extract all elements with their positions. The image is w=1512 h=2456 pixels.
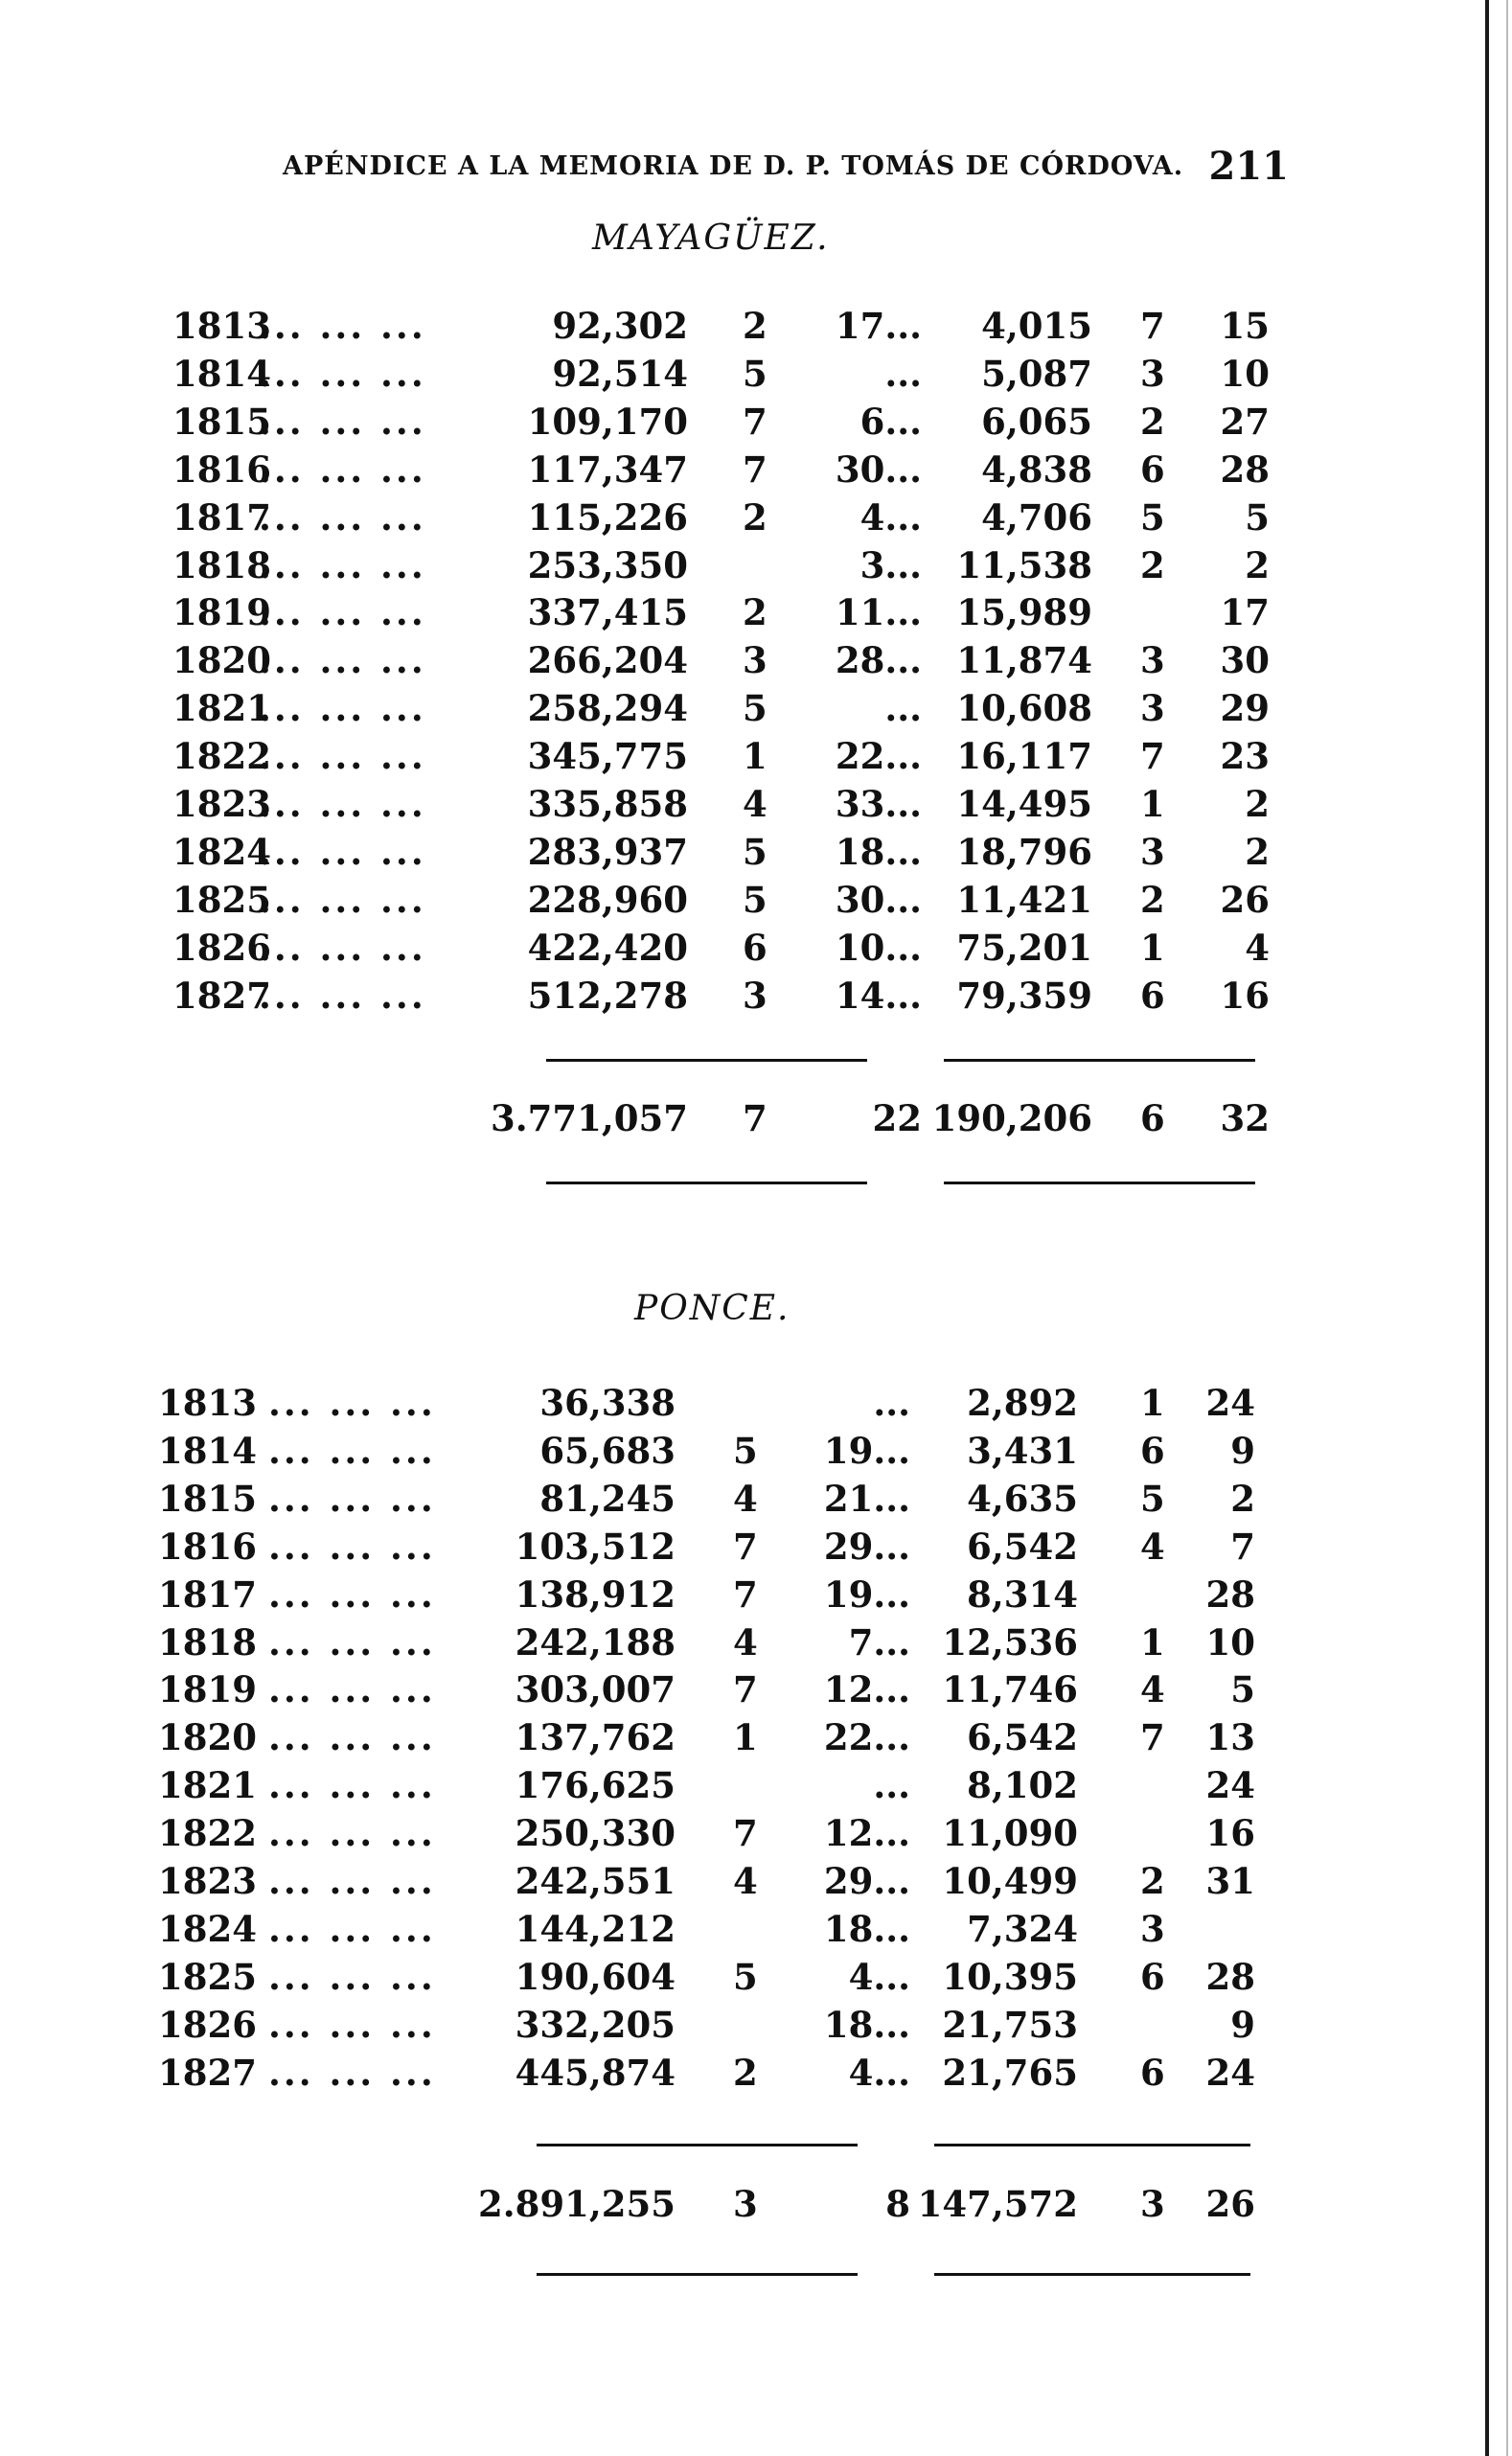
value-cell: 29... bbox=[823, 1526, 910, 1568]
year-cell: 1816 bbox=[172, 448, 271, 491]
leader-dots: ... ... ... bbox=[268, 2052, 436, 2094]
value-cell: 3 bbox=[743, 975, 767, 1017]
value-cell: 7 bbox=[1140, 1716, 1165, 1758]
value-cell: 4 bbox=[1140, 1668, 1165, 1710]
value-cell: 2 bbox=[1140, 879, 1165, 921]
value-cell: 3... bbox=[859, 544, 922, 586]
value-cell: 6 bbox=[1140, 1956, 1165, 1998]
value-cell: 4,838 bbox=[981, 448, 1092, 491]
value-cell: 16 bbox=[1220, 975, 1270, 1017]
closing-rule bbox=[934, 2273, 1250, 2276]
value-cell: 27 bbox=[1220, 401, 1270, 443]
value-cell: 33... bbox=[835, 783, 922, 825]
value-cell: 2 bbox=[1230, 1478, 1255, 1520]
value-cell: 28 bbox=[1205, 1573, 1255, 1616]
value-cell: 7 bbox=[743, 401, 767, 443]
year-cell: 1827 bbox=[172, 975, 271, 1017]
value-cell: 30... bbox=[835, 879, 922, 921]
year-cell: 1826 bbox=[172, 927, 271, 969]
value-cell: 253,350 bbox=[527, 544, 688, 586]
value-cell: 12... bbox=[823, 1812, 910, 1854]
year-cell: 1818 bbox=[158, 1621, 257, 1664]
value-cell: 10,395 bbox=[942, 1956, 1078, 1998]
value-cell: 11... bbox=[835, 591, 922, 633]
table-row bbox=[0, 303, 1341, 349]
total-rule bbox=[934, 2144, 1250, 2146]
value-cell: 3 bbox=[1140, 831, 1165, 873]
value-cell: 22... bbox=[823, 1716, 910, 1758]
table-row bbox=[0, 877, 1341, 923]
year-cell: 1819 bbox=[158, 1668, 257, 1710]
value-cell: 4 bbox=[1245, 927, 1270, 969]
value-cell: 5 bbox=[743, 831, 767, 873]
value-cell: 12,536 bbox=[942, 1621, 1078, 1664]
leader-dots: ... ... ... bbox=[268, 1621, 436, 1664]
value-cell: 30... bbox=[835, 448, 922, 491]
closing-rule bbox=[944, 1182, 1255, 1184]
table-row bbox=[0, 925, 1341, 971]
value-cell: 18... bbox=[823, 1908, 910, 1950]
year-cell: 1813 bbox=[172, 305, 271, 347]
leader-dots: ... ... ... bbox=[259, 975, 426, 1017]
value-cell: 21,753 bbox=[942, 2004, 1078, 2046]
year-cell: 1820 bbox=[172, 639, 271, 681]
value-cell: 4 bbox=[743, 783, 767, 825]
year-cell: 1821 bbox=[158, 1764, 257, 1806]
value-cell: 11,090 bbox=[942, 1812, 1078, 1854]
table-row bbox=[0, 447, 1341, 493]
value-cell: 512,278 bbox=[527, 975, 688, 1017]
value-cell: 9 bbox=[1230, 2004, 1255, 2046]
table-row bbox=[0, 589, 1341, 635]
value-cell: 144,212 bbox=[515, 1908, 676, 1950]
value-cell: ... bbox=[873, 1764, 910, 1806]
value-cell: 5 bbox=[743, 687, 767, 729]
total-cell: 22 bbox=[872, 1097, 922, 1139]
value-cell: 422,420 bbox=[527, 927, 688, 969]
value-cell: 7 bbox=[733, 1812, 758, 1854]
value-cell: 4... bbox=[848, 2052, 910, 2094]
value-cell: 445,874 bbox=[515, 2052, 676, 2094]
value-cell: 15,989 bbox=[956, 591, 1092, 633]
leader-dots: ... ... ... bbox=[268, 1812, 436, 1854]
value-cell: 115,226 bbox=[527, 496, 688, 539]
value-cell: 79,359 bbox=[956, 975, 1092, 1017]
leader-dots: ... ... ... bbox=[259, 591, 426, 633]
leader-dots: ... ... ... bbox=[268, 1860, 436, 1902]
value-cell: 15 bbox=[1220, 305, 1270, 347]
total-cell: 3 bbox=[733, 2183, 758, 2225]
value-cell: 5 bbox=[743, 353, 767, 395]
value-cell: 5 bbox=[743, 879, 767, 921]
value-cell: 4 bbox=[1140, 1526, 1165, 1568]
closing-rule bbox=[537, 2273, 858, 2276]
leader-dots: ... ... ... bbox=[268, 1956, 436, 1998]
total-row bbox=[0, 2181, 1341, 2227]
year-cell: 1816 bbox=[158, 1526, 257, 1568]
table-row bbox=[0, 351, 1341, 397]
year-cell: 1820 bbox=[158, 1716, 257, 1758]
value-cell: 24 bbox=[1205, 1764, 1255, 1806]
value-cell: 14,495 bbox=[956, 783, 1092, 825]
table-row bbox=[0, 781, 1341, 827]
value-cell: 6 bbox=[743, 927, 767, 969]
total-cell: 7 bbox=[743, 1097, 767, 1139]
value-cell: 24 bbox=[1205, 1382, 1255, 1424]
value-cell: 28 bbox=[1205, 1956, 1255, 1998]
table-row bbox=[0, 829, 1341, 875]
value-cell: 23 bbox=[1220, 735, 1270, 777]
table-row bbox=[0, 1380, 1341, 1426]
total-cell: 3.771,057 bbox=[491, 1097, 688, 1139]
table-row bbox=[0, 399, 1341, 445]
value-cell: 7 bbox=[733, 1668, 758, 1710]
table-row bbox=[0, 1906, 1341, 1952]
year-cell: 1815 bbox=[158, 1478, 257, 1520]
value-cell: 335,858 bbox=[527, 783, 688, 825]
total-cell: 147,572 bbox=[917, 2183, 1078, 2225]
total-row bbox=[0, 1095, 1341, 1141]
table-row bbox=[0, 1619, 1341, 1665]
table-row bbox=[0, 542, 1341, 588]
leader-dots: ... ... ... bbox=[259, 448, 426, 491]
table-row bbox=[0, 1858, 1341, 1904]
leader-dots: ... ... ... bbox=[259, 401, 426, 443]
total-cell: 3 bbox=[1140, 2183, 1165, 2225]
value-cell: 176,625 bbox=[515, 1764, 676, 1806]
value-cell: 6,542 bbox=[967, 1716, 1078, 1758]
section-title: PONCE. bbox=[634, 1289, 790, 1328]
value-cell: 13 bbox=[1205, 1716, 1255, 1758]
year-cell: 1814 bbox=[172, 353, 271, 395]
value-cell: 19... bbox=[823, 1430, 910, 1472]
table-row bbox=[0, 973, 1341, 1019]
year-cell: 1817 bbox=[158, 1573, 257, 1616]
total-cell: 2.891,255 bbox=[478, 2183, 676, 2225]
value-cell: 31 bbox=[1205, 1860, 1255, 1902]
table-row bbox=[0, 2050, 1341, 2096]
value-cell: 2 bbox=[1245, 544, 1270, 586]
value-cell: 18... bbox=[823, 2004, 910, 2046]
value-cell: 7 bbox=[1230, 1526, 1255, 1568]
table-row bbox=[0, 1428, 1341, 1474]
year-cell: 1814 bbox=[158, 1430, 257, 1472]
value-cell: 4 bbox=[733, 1860, 758, 1902]
value-cell: 8,314 bbox=[967, 1573, 1078, 1616]
leader-dots: ... ... ... bbox=[259, 783, 426, 825]
value-cell: 7 bbox=[733, 1526, 758, 1568]
value-cell: 250,330 bbox=[515, 1812, 676, 1854]
value-cell: 6,065 bbox=[981, 401, 1092, 443]
table-row bbox=[0, 1524, 1341, 1570]
leader-dots: ... ... ... bbox=[259, 927, 426, 969]
year-cell: 1822 bbox=[158, 1812, 257, 1854]
leader-dots: ... ... ... bbox=[268, 1764, 436, 1806]
value-cell: 4 bbox=[733, 1621, 758, 1664]
value-cell: 19... bbox=[823, 1573, 910, 1616]
total-rule bbox=[944, 1059, 1255, 1062]
value-cell: 5 bbox=[733, 1430, 758, 1472]
leader-dots: ... ... ... bbox=[268, 1430, 436, 1472]
year-cell: 1823 bbox=[172, 783, 271, 825]
value-cell: 1 bbox=[1140, 1621, 1165, 1664]
value-cell: 4... bbox=[848, 1956, 910, 1998]
year-cell: 1825 bbox=[172, 879, 271, 921]
value-cell: 3 bbox=[1140, 687, 1165, 729]
value-cell: 29 bbox=[1220, 687, 1270, 729]
leader-dots: ... ... ... bbox=[259, 639, 426, 681]
table-row bbox=[0, 2002, 1341, 2048]
total-rule bbox=[537, 2144, 858, 2146]
value-cell: 2 bbox=[1140, 401, 1165, 443]
table-row bbox=[0, 1762, 1341, 1808]
value-cell: 6 bbox=[1140, 1430, 1165, 1472]
leader-dots: ... ... ... bbox=[268, 1668, 436, 1710]
value-cell: 3 bbox=[1140, 639, 1165, 681]
table-row bbox=[0, 1572, 1341, 1618]
table-row bbox=[0, 1810, 1341, 1856]
value-cell: 28 bbox=[1220, 448, 1270, 491]
value-cell: 3 bbox=[743, 639, 767, 681]
year-cell: 1823 bbox=[158, 1860, 257, 1902]
section-title: MAYAGÜEZ. bbox=[592, 218, 830, 258]
value-cell: 6,542 bbox=[967, 1526, 1078, 1568]
value-cell: 4 bbox=[733, 1478, 758, 1520]
value-cell: 266,204 bbox=[527, 639, 688, 681]
value-cell: 12... bbox=[823, 1668, 910, 1710]
value-cell: 303,007 bbox=[515, 1668, 676, 1710]
value-cell: ... bbox=[884, 353, 922, 395]
value-cell: 7 bbox=[1140, 735, 1165, 777]
value-cell: 6... bbox=[859, 401, 922, 443]
total-cell: 32 bbox=[1220, 1097, 1270, 1139]
value-cell: 4... bbox=[859, 496, 922, 539]
value-cell: 11,538 bbox=[956, 544, 1092, 586]
page-number: 211 bbox=[1208, 144, 1289, 189]
value-cell: 228,960 bbox=[527, 879, 688, 921]
value-cell: 21,765 bbox=[942, 2052, 1078, 2094]
value-cell: 6 bbox=[1140, 975, 1165, 1017]
value-cell: 6 bbox=[1140, 2052, 1165, 2094]
value-cell: 10... bbox=[835, 927, 922, 969]
value-cell: 28... bbox=[835, 639, 922, 681]
page-edge-line bbox=[1485, 0, 1489, 2456]
year-cell: 1819 bbox=[172, 591, 271, 633]
leader-dots: ... ... ... bbox=[268, 2004, 436, 2046]
value-cell: 283,937 bbox=[527, 831, 688, 873]
value-cell: 9 bbox=[1230, 1430, 1255, 1472]
value-cell: 1 bbox=[733, 1716, 758, 1758]
leader-dots: ... ... ... bbox=[259, 831, 426, 873]
leader-dots: ... ... ... bbox=[268, 1526, 436, 1568]
value-cell: 1 bbox=[743, 735, 767, 777]
value-cell: 337,415 bbox=[527, 591, 688, 633]
value-cell: 5 bbox=[1230, 1668, 1255, 1710]
value-cell: 2 bbox=[1245, 831, 1270, 873]
leader-dots: ... ... ... bbox=[268, 1478, 436, 1520]
leader-dots: ... ... ... bbox=[259, 496, 426, 539]
page-header bbox=[283, 144, 1289, 192]
value-cell: 7,324 bbox=[967, 1908, 1078, 1950]
year-cell: 1824 bbox=[172, 831, 271, 873]
value-cell: 18,796 bbox=[956, 831, 1092, 873]
total-cell: 6 bbox=[1140, 1097, 1165, 1139]
year-cell: 1817 bbox=[172, 496, 271, 539]
value-cell: 242,188 bbox=[515, 1621, 676, 1664]
value-cell: 2 bbox=[1245, 783, 1270, 825]
value-cell: 7 bbox=[743, 448, 767, 491]
value-cell: 10,499 bbox=[942, 1860, 1078, 1902]
value-cell: 14... bbox=[835, 975, 922, 1017]
year-cell: 1825 bbox=[158, 1956, 257, 1998]
value-cell: 117,347 bbox=[527, 448, 688, 491]
value-cell: 10 bbox=[1220, 353, 1270, 395]
value-cell: 3 bbox=[1140, 353, 1165, 395]
value-cell: 332,205 bbox=[515, 2004, 676, 2046]
value-cell: 75,201 bbox=[956, 927, 1092, 969]
value-cell: 2 bbox=[743, 305, 767, 347]
table-row bbox=[0, 1714, 1341, 1760]
value-cell: 24 bbox=[1205, 2052, 1255, 2094]
value-cell: 26 bbox=[1220, 879, 1270, 921]
value-cell: 5 bbox=[733, 1956, 758, 1998]
value-cell: 2 bbox=[743, 591, 767, 633]
value-cell: 5 bbox=[1245, 496, 1270, 539]
closing-rule bbox=[546, 1182, 867, 1184]
leader-dots: ... ... ... bbox=[268, 1573, 436, 1616]
value-cell: 92,302 bbox=[552, 305, 688, 347]
value-cell: 109,170 bbox=[527, 401, 688, 443]
value-cell: 4,706 bbox=[981, 496, 1092, 539]
value-cell: 6 bbox=[1140, 448, 1165, 491]
leader-dots: ... ... ... bbox=[259, 879, 426, 921]
table-row bbox=[0, 1954, 1341, 2000]
value-cell: 11,746 bbox=[942, 1668, 1078, 1710]
table-row bbox=[0, 1476, 1341, 1522]
leader-dots: ... ... ... bbox=[259, 544, 426, 586]
table-row bbox=[0, 637, 1341, 683]
year-cell: 1821 bbox=[172, 687, 271, 729]
value-cell: 190,604 bbox=[515, 1956, 676, 1998]
value-cell: 7 bbox=[733, 1573, 758, 1616]
value-cell: 7 bbox=[1140, 305, 1165, 347]
leader-dots: ... ... ... bbox=[259, 687, 426, 729]
value-cell: 17... bbox=[835, 305, 922, 347]
running-title: APÉNDICE A LA MEMORIA DE D. P. TOMÁS DE CÓRDOVA. bbox=[283, 151, 1184, 181]
table-row bbox=[0, 685, 1341, 731]
leader-dots: ... ... ... bbox=[268, 1716, 436, 1758]
year-cell: 1818 bbox=[172, 544, 271, 586]
value-cell: 103,512 bbox=[515, 1526, 676, 1568]
value-cell: 10 bbox=[1205, 1621, 1255, 1664]
year-cell: 1815 bbox=[172, 401, 271, 443]
year-cell: 1813 bbox=[158, 1382, 257, 1424]
year-cell: 1822 bbox=[172, 735, 271, 777]
table-row bbox=[0, 1666, 1341, 1712]
value-cell: 242,551 bbox=[515, 1860, 676, 1902]
value-cell: 137,762 bbox=[515, 1716, 676, 1758]
value-cell: 11,421 bbox=[956, 879, 1092, 921]
value-cell: 345,775 bbox=[527, 735, 688, 777]
value-cell: 16 bbox=[1205, 1812, 1255, 1854]
value-cell: 138,912 bbox=[515, 1573, 676, 1616]
value-cell: 1 bbox=[1140, 1382, 1165, 1424]
value-cell: 18... bbox=[835, 831, 922, 873]
value-cell: 5 bbox=[1140, 496, 1165, 539]
value-cell: ... bbox=[873, 1382, 910, 1424]
leader-dots: ... ... ... bbox=[259, 735, 426, 777]
value-cell: 22... bbox=[835, 735, 922, 777]
value-cell: 29... bbox=[823, 1860, 910, 1902]
value-cell: 2,892 bbox=[967, 1382, 1078, 1424]
leader-dots: ... ... ... bbox=[259, 353, 426, 395]
value-cell: 1 bbox=[1140, 783, 1165, 825]
leader-dots: ... ... ... bbox=[259, 305, 426, 347]
value-cell: 92,514 bbox=[552, 353, 688, 395]
year-cell: 1824 bbox=[158, 1908, 257, 1950]
value-cell: ... bbox=[884, 687, 922, 729]
value-cell: 10,608 bbox=[956, 687, 1092, 729]
value-cell: 8,102 bbox=[967, 1764, 1078, 1806]
value-cell: 36,338 bbox=[539, 1382, 676, 1424]
value-cell: 4,635 bbox=[967, 1478, 1078, 1520]
value-cell: 4,015 bbox=[981, 305, 1092, 347]
leader-dots: ... ... ... bbox=[268, 1908, 436, 1950]
value-cell: 2 bbox=[733, 2052, 758, 2094]
value-cell: 3 bbox=[1140, 1908, 1165, 1950]
value-cell: 5,087 bbox=[981, 353, 1092, 395]
page-edge-shadow bbox=[1506, 0, 1508, 2456]
total-cell: 190,206 bbox=[931, 1097, 1092, 1139]
value-cell: 21... bbox=[823, 1478, 910, 1520]
total-cell: 26 bbox=[1205, 2183, 1255, 2225]
year-cell: 1826 bbox=[158, 2004, 257, 2046]
value-cell: 17 bbox=[1220, 591, 1270, 633]
total-rule bbox=[546, 1059, 867, 1062]
value-cell: 81,245 bbox=[539, 1478, 676, 1520]
value-cell: 16,117 bbox=[956, 735, 1092, 777]
table-row bbox=[0, 494, 1341, 540]
leader-dots: ... ... ... bbox=[268, 1382, 436, 1424]
table-row bbox=[0, 733, 1341, 779]
value-cell: 258,294 bbox=[527, 687, 688, 729]
value-cell: 3,431 bbox=[967, 1430, 1078, 1472]
value-cell: 1 bbox=[1140, 927, 1165, 969]
value-cell: 5 bbox=[1140, 1478, 1165, 1520]
value-cell: 65,683 bbox=[539, 1430, 676, 1472]
value-cell: 2 bbox=[1140, 544, 1165, 586]
value-cell: 11,874 bbox=[956, 639, 1092, 681]
value-cell: 7... bbox=[848, 1621, 910, 1664]
total-cell: 8 bbox=[885, 2183, 910, 2225]
value-cell: 2 bbox=[1140, 1860, 1165, 1902]
value-cell: 2 bbox=[743, 496, 767, 539]
year-cell: 1827 bbox=[158, 2052, 257, 2094]
value-cell: 30 bbox=[1220, 639, 1270, 681]
